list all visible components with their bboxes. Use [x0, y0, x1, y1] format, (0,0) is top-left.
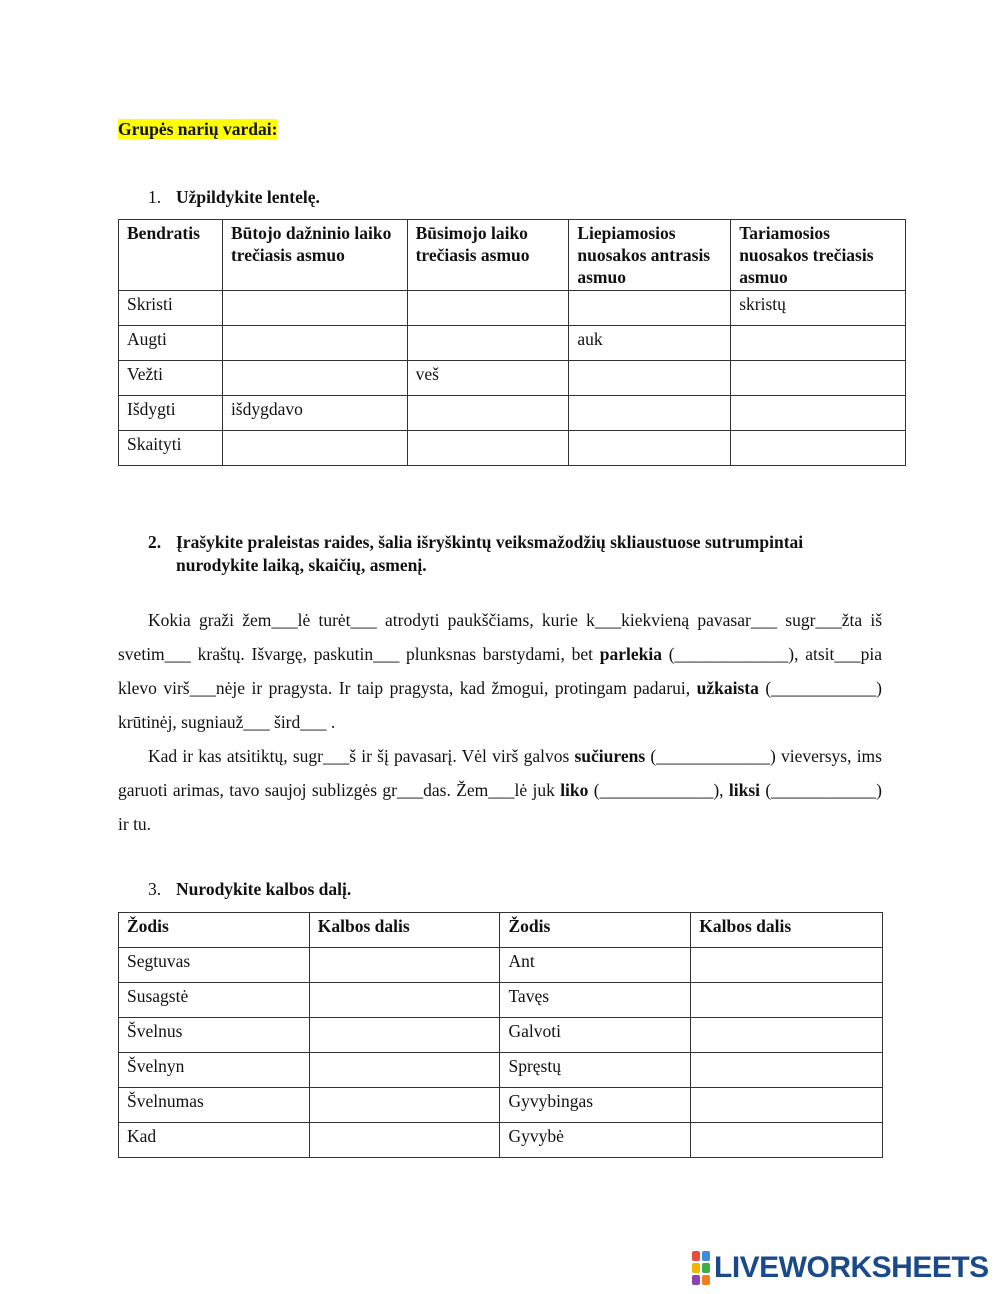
- answer-cell[interactable]: [569, 361, 731, 396]
- task2-paragraph-2: [118, 739, 882, 841]
- answer-cell[interactable]: [569, 431, 731, 466]
- task2-paragraph-1: [118, 603, 882, 739]
- answer-cell[interactable]: [309, 1123, 500, 1158]
- table-header-row: [119, 913, 883, 948]
- task3-heading: [148, 879, 351, 900]
- answer-cell[interactable]: [309, 983, 500, 1018]
- header-cell: Būsimojo laiko trečiasis asmuo: [407, 220, 569, 291]
- table-row: [119, 1053, 883, 1088]
- paragraph-text: (_____________), atsit___pia klevo virš___nėje ir pragysta. Ir taip pragysta, kad žmogui, protingam padarui,: [118, 644, 883, 698]
- table-row: [119, 361, 906, 396]
- answer-cell[interactable]: [691, 948, 883, 983]
- header-cell: Kalbos dalis: [309, 913, 500, 948]
- table-cell: Skaityti: [119, 431, 223, 466]
- table-cell: Vežti: [119, 361, 223, 396]
- table-cell: Augti: [119, 326, 223, 361]
- logo-block: [692, 1263, 700, 1273]
- answer-cell[interactable]: [222, 431, 407, 466]
- word-cell: Švelnyn: [119, 1053, 310, 1088]
- logo-block: [702, 1251, 710, 1261]
- logo-icon: [692, 1251, 710, 1285]
- paragraph-text: Kokia graži žem___lė turėt___ atrodyti paukščiams, kurie k___kiekvieną pavasar___ sugr___žta iš svetim___ kraštų. Išvargę, paskutin___ plunksnas barstydami, bet: [118, 610, 882, 664]
- answer-cell[interactable]: [407, 396, 569, 431]
- header-cell: Žodis: [119, 913, 310, 948]
- logo-block: [702, 1263, 710, 1273]
- task1-heading: [148, 187, 320, 208]
- paragraph-text: (____________) ir tu.: [118, 780, 883, 834]
- task3-title: Nurodykite kalbos dalį.: [176, 879, 352, 899]
- task2-number: 2.: [148, 532, 162, 552]
- word-cell: Spręstų: [500, 1053, 691, 1088]
- table-cell: veš: [407, 361, 569, 396]
- table-cell: išdygdavo: [222, 396, 407, 431]
- answer-cell[interactable]: [691, 1018, 883, 1053]
- table-row: [119, 396, 906, 431]
- paragraph-text: (_____________) vieversys, ims garuoti arimas, tavo saujoj sublizgės gr___das. Žem___lė juk: [118, 746, 882, 800]
- task2-title-line2: nurodykite laiką, skaičių, asmenį.: [176, 555, 427, 575]
- word-cell: Susagstė: [119, 983, 310, 1018]
- word-cell: Ant: [500, 948, 691, 983]
- parts-of-speech-table: [118, 912, 883, 1158]
- table-row: [119, 1088, 883, 1123]
- answer-cell[interactable]: [407, 291, 569, 326]
- answer-cell[interactable]: [309, 948, 500, 983]
- word-cell: Gyvybė: [500, 1123, 691, 1158]
- group-names-label: Grupės narių vardai:: [118, 119, 278, 139]
- table-header-row: [119, 220, 906, 291]
- verb-forms-table: [118, 219, 906, 466]
- logo-text: LIVEWORKSHEETS: [714, 1251, 989, 1284]
- word-cell: Švelnus: [119, 1018, 310, 1053]
- paragraph-text: (_____________),: [588, 780, 729, 800]
- task1-title: Užpildykite lentelę.: [176, 187, 320, 207]
- header-cell: Bendratis: [119, 220, 223, 291]
- table-row: [119, 326, 906, 361]
- highlighted-verb: sučiurens: [574, 746, 646, 766]
- table-cell: Išdygti: [119, 396, 223, 431]
- answer-cell[interactable]: [222, 326, 407, 361]
- header-cell: Tariamosios nuosakos trečiasis asmuo: [731, 220, 906, 291]
- table-cell: Skristi: [119, 291, 223, 326]
- table-row: [119, 1018, 883, 1053]
- answer-cell[interactable]: [309, 1053, 500, 1088]
- answer-cell[interactable]: [731, 431, 906, 466]
- answer-cell[interactable]: [407, 431, 569, 466]
- answer-cell[interactable]: [691, 1088, 883, 1123]
- answer-cell[interactable]: [691, 1053, 883, 1088]
- header-cell: Žodis: [500, 913, 691, 948]
- task2-title-line1: Įrašykite praleistas raides, šalia išryškintų veiksmažodžių skliaustuose sutrumpintai: [176, 532, 804, 552]
- word-cell: Segtuvas: [119, 948, 310, 983]
- word-cell: Tavęs: [500, 983, 691, 1018]
- header-cell: Būtojo dažninio laiko trečiasis asmuo: [222, 220, 407, 291]
- word-cell: Gyvybingas: [500, 1088, 691, 1123]
- highlighted-verb: liksi: [728, 780, 761, 800]
- answer-cell[interactable]: [222, 291, 407, 326]
- highlighted-verb: liko: [560, 780, 589, 800]
- answer-cell[interactable]: [569, 396, 731, 431]
- paragraph-text: (____________) krūtinėj, sugniauž___ šird___ .: [118, 678, 882, 732]
- table-cell: skristų: [731, 291, 906, 326]
- table-row: [119, 431, 906, 466]
- answer-cell[interactable]: [309, 1088, 500, 1123]
- table-row: [119, 291, 906, 326]
- task2-heading: [148, 531, 888, 577]
- header-cell: Kalbos dalis: [691, 913, 883, 948]
- table-row: [119, 1123, 883, 1158]
- answer-cell[interactable]: [309, 1018, 500, 1053]
- answer-cell[interactable]: [407, 326, 569, 361]
- answer-cell[interactable]: [569, 291, 731, 326]
- table-row: [119, 983, 883, 1018]
- answer-cell[interactable]: [731, 326, 906, 361]
- table-cell: auk: [569, 326, 731, 361]
- task1-number: 1.: [148, 187, 162, 207]
- table-row: [119, 948, 883, 983]
- answer-cell[interactable]: [731, 361, 906, 396]
- liveworksheets-logo[interactable]: [692, 1253, 989, 1283]
- logo-block: [692, 1251, 700, 1261]
- word-cell: Kad: [119, 1123, 310, 1158]
- answer-cell[interactable]: [222, 361, 407, 396]
- task3-number: 3.: [148, 879, 162, 899]
- answer-cell[interactable]: [691, 1123, 883, 1158]
- logo-block: [692, 1275, 700, 1285]
- highlighted-verb: užkaista: [696, 678, 759, 698]
- header-cell: Liepiamosios nuosakos antrasis asmuo: [569, 220, 731, 291]
- answer-cell[interactable]: [731, 396, 906, 431]
- word-cell: Švelnumas: [119, 1088, 310, 1123]
- highlighted-verb: parlekia: [599, 644, 662, 664]
- logo-block: [702, 1275, 710, 1285]
- word-cell: Galvoti: [500, 1018, 691, 1053]
- answer-cell[interactable]: [691, 983, 883, 1018]
- paragraph-text: Kad ir kas atsitiktų, sugr___š ir šį pavasarį. Vėl virš galvos: [148, 746, 575, 766]
